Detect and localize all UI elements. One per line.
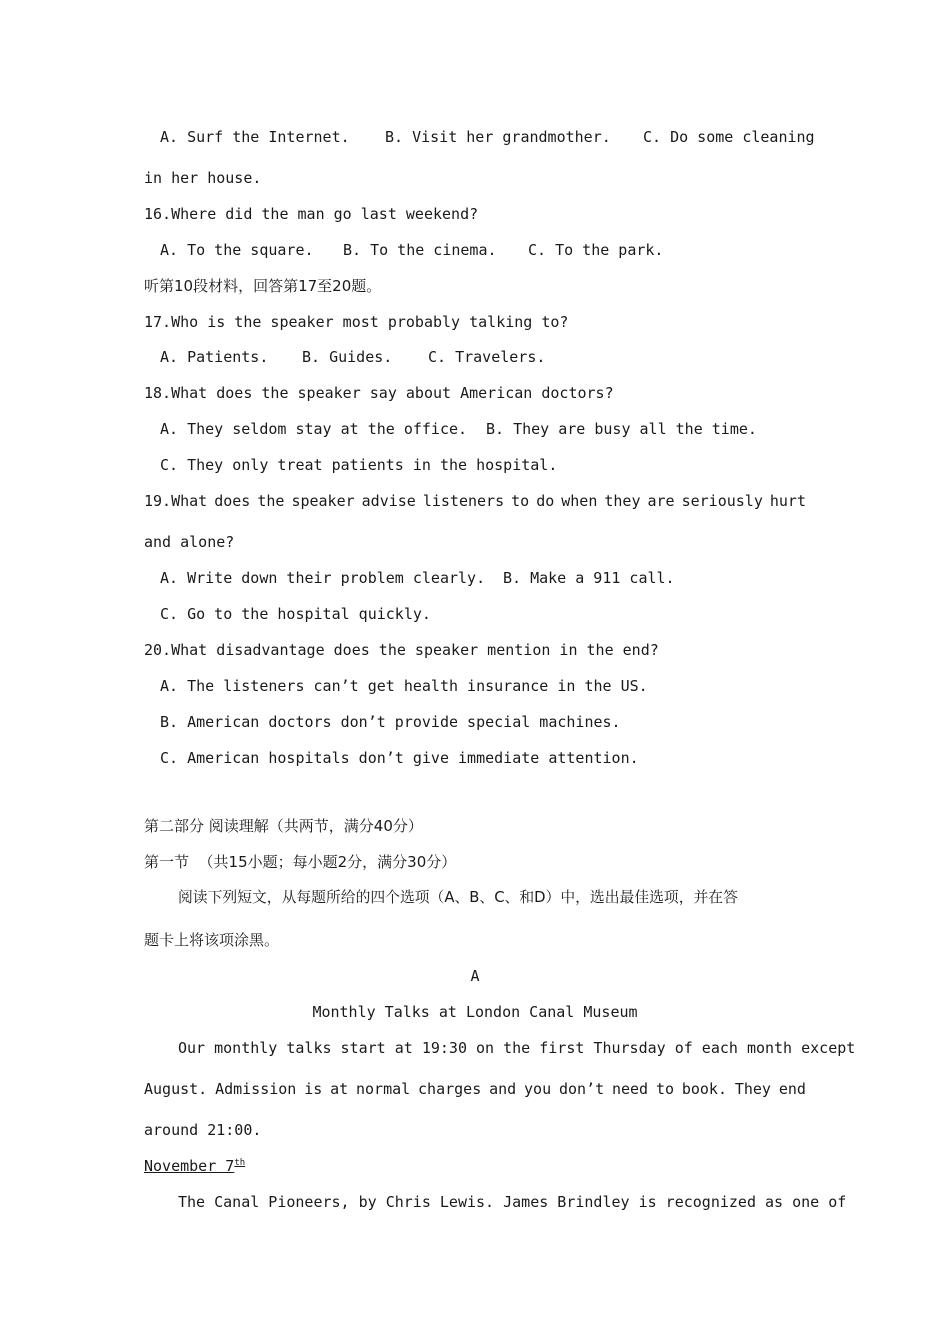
q19-stem-line1: 19.What does the speaker advise listeners to do when they are seriously hurt bbox=[144, 492, 806, 510]
section1-heading: 第一节 （共15小题；每小题2分，满分30分） bbox=[144, 853, 457, 871]
q20-option-c: C. American hospitals don’t give immediate attention. bbox=[160, 749, 639, 767]
q17-option-c: C. Travelers. bbox=[428, 348, 546, 366]
q18-option-b: B. They are busy all the time. bbox=[486, 420, 757, 438]
q18-stem: 18.What does the speaker say about American doctors? bbox=[144, 384, 614, 402]
q19-option-c: C. Go to the hospital quickly. bbox=[160, 605, 431, 623]
q17-stem: 17.Who is the speaker most probably talking to? bbox=[144, 313, 569, 331]
passage-p1-line3: around 21:00. bbox=[144, 1121, 262, 1139]
q15-option-c-continued: in her house. bbox=[144, 169, 262, 187]
part2-heading: 第二部分 阅读理解（共两节，满分40分） bbox=[144, 817, 423, 835]
talk-date-text: November 7 bbox=[144, 1157, 235, 1175]
q19-stem-line2: and alone? bbox=[144, 533, 235, 551]
passage-p1-line1: Our monthly talks start at 19:30 on the first Thursday of each month except bbox=[178, 1039, 856, 1057]
reading-instruction-line1: 阅读下列短文，从每题所给的四个选项（A、B、C、和D）中，选出最佳选项，并在答 bbox=[178, 889, 738, 906]
q15-option-a: A. Surf the Internet. bbox=[160, 128, 350, 146]
q18-option-c: C. They only treat patients in the hospital. bbox=[160, 456, 558, 474]
q20-option-b: B. American doctors don’t provide special machines. bbox=[160, 713, 621, 731]
q20-option-a: A. The listeners can’t get health insurance in the US. bbox=[160, 677, 648, 695]
talk-date bbox=[144, 1156, 245, 1176]
passage-letter: A bbox=[470, 967, 480, 985]
q16-option-c: C. To the park. bbox=[528, 241, 664, 259]
q17-option-a: A. Patients. bbox=[160, 348, 269, 366]
passage-p1-line2: August. Admission is at normal charges and you don’t need to book. They end bbox=[144, 1080, 806, 1098]
q16-option-a: A. To the square. bbox=[160, 241, 314, 259]
q15-option-c: C. Do some cleaning bbox=[643, 128, 815, 146]
section-10-instruction: 听第10段材料，回答第17至20题。 bbox=[144, 277, 382, 295]
passage-title: Monthly Talks at London Canal Museum bbox=[312, 1003, 638, 1021]
q16-option-b: B. To the cinema. bbox=[343, 241, 497, 259]
q16-stem: 16.Where did the man go last weekend? bbox=[144, 205, 479, 223]
q19-option-a: A. Write down their problem clearly. bbox=[160, 569, 486, 587]
q17-option-b: B. Guides. bbox=[302, 348, 393, 366]
q18-option-a: A. They seldom stay at the office. bbox=[160, 420, 468, 438]
q20-stem: 20.What disadvantage does the speaker mention in the end? bbox=[144, 641, 659, 659]
reading-instruction-line2: 题卡上将该项涂黑。 bbox=[144, 931, 280, 949]
talk-date-suffix: th bbox=[234, 1158, 246, 1168]
passage-p2-line1: The Canal Pioneers, by Chris Lewis. James Brindley is recognized as one of bbox=[178, 1193, 847, 1211]
q15-option-b: B. Visit her grandmother. bbox=[385, 128, 611, 146]
q19-option-b: B. Make a 911 call. bbox=[503, 569, 675, 587]
